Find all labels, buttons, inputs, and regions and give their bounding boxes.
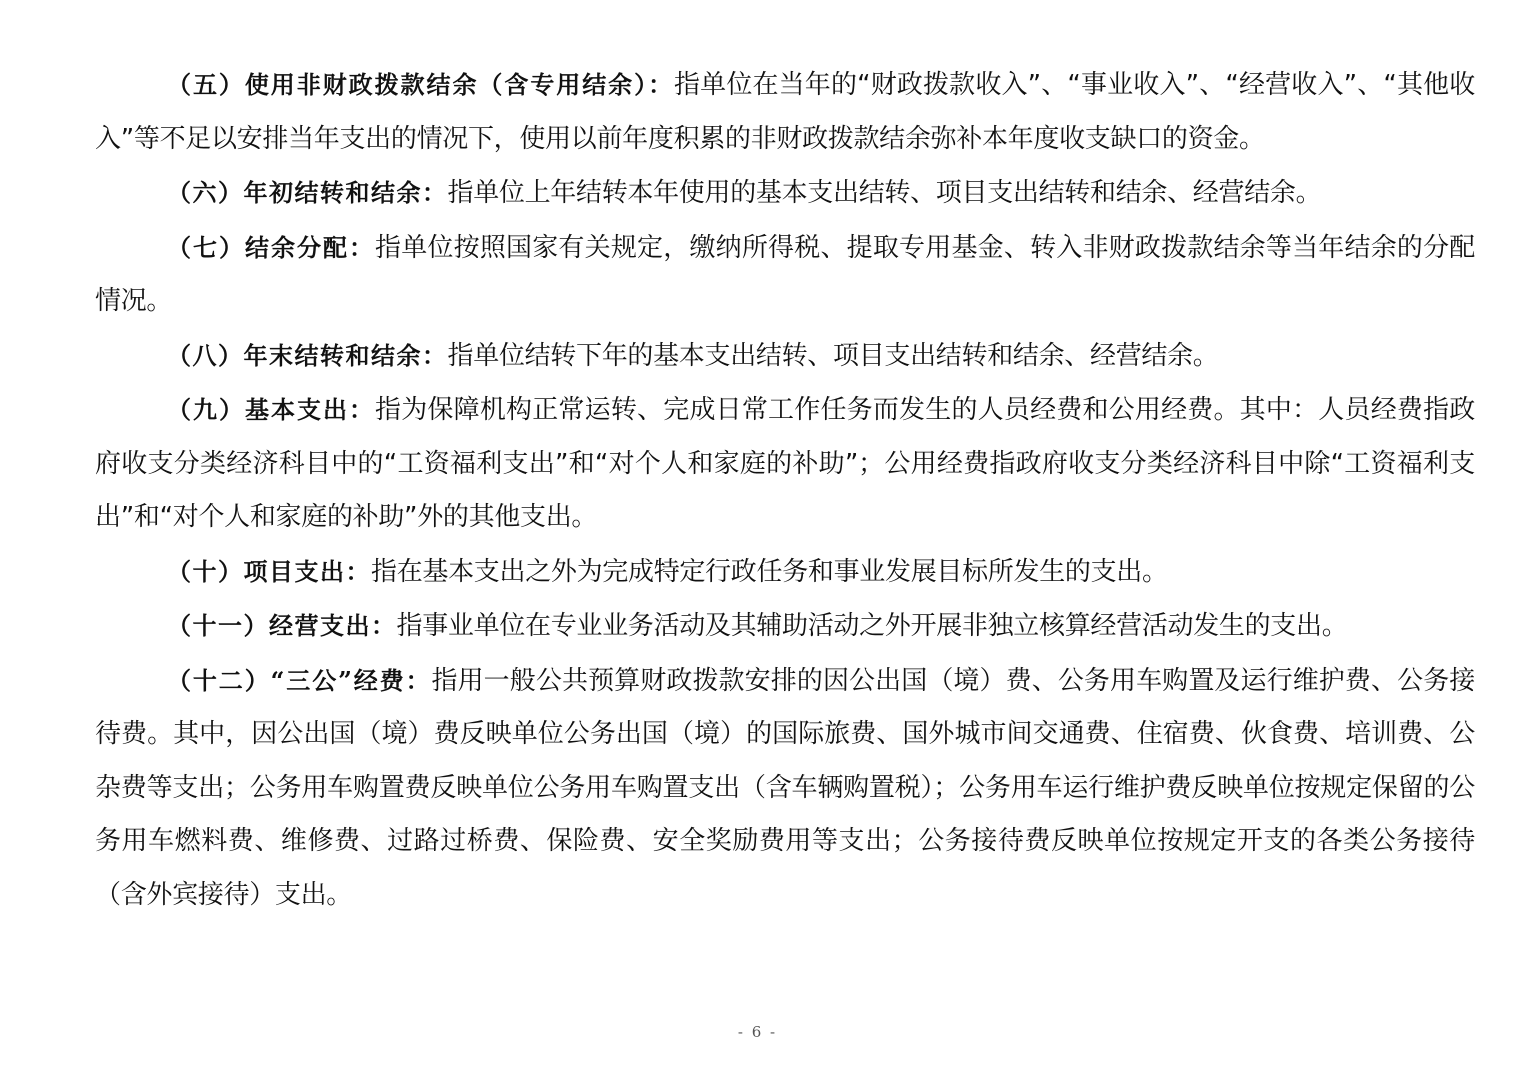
term-definition: 指在基本支出之外为完成特定行政任务和事业发展目标所发生的支出。 bbox=[371, 556, 1168, 587]
paragraph-item-11 bbox=[95, 599, 1475, 654]
term-definition: 指单位上年结转本年使用的基本支出结转、项目支出结转和结余、经营结余。 bbox=[447, 178, 1322, 208]
term-heading: （七）结余分配： bbox=[167, 232, 376, 262]
paragraph-item-5 bbox=[95, 58, 1475, 166]
term-definition: 指单位结转下年的基本支出结转、项目支出结转和结余、经营结余。 bbox=[447, 340, 1219, 371]
term-heading: （五）使用非财政拨款结余（含专用结余）： bbox=[167, 70, 675, 99]
term-definition: 指单位在当年的“财政拨款收入”、“事业收入”、“经营收入”、“其他收入”等不足以安排当年支出的情况下，使用以前年度积累的非财政拨款结余弥补本年度收支缺口的资金。 bbox=[95, 70, 1476, 154]
paragraph-item-6 bbox=[95, 166, 1475, 221]
term-heading: （十二）“三公”经费： bbox=[167, 665, 432, 695]
paragraph-item-10 bbox=[95, 545, 1475, 600]
term-definition: 指为保障机构正常运转、完成日常工作任务而发生的人员经费和公用经费。其中：人员经费指政府收支分类经济科目中的“工资福利支出”和“对个人和家庭的补助”；公用经费指政府收支分类经济科目中除“工资福利支出”和“对个人和家庭的补助”外的其他支出。 bbox=[95, 395, 1475, 532]
paragraph-item-8 bbox=[95, 329, 1475, 384]
document-body bbox=[95, 58, 1475, 922]
page-number: - 6 - bbox=[737, 1023, 778, 1041]
term-heading: （八）年末结转和结余： bbox=[167, 340, 448, 370]
term-definition: 指用一般公共预算财政拨款安排的因公出国（境）费、公务用车购置及运行维护费、公务接待费。其中，因公出国（境）费反映单位公务出国（境）的国际旅费、国外城市间交通费、住宿费、伙食费、培训费、公杂费等支出；公务用车购置费反映单位公务用车购置支出（含车辆购置税）；公务用车运行维护费反映单位按规定保留的公务用车燃料费、维修费、过路过桥费、保险费、安全奖励费用等支出；公务接待费反映单位按规定开支的各类公务接待（含外宾接待）支出。 bbox=[95, 665, 1475, 910]
term-heading: （九）基本支出： bbox=[167, 395, 376, 424]
term-heading: （十）项目支出： bbox=[167, 556, 371, 586]
term-definition: 指单位按照国家有关规定，缴纳所得税、提取专用基金、转入非财政拨款结余等当年结余的分配情况。 bbox=[95, 232, 1475, 316]
paragraph-item-9 bbox=[95, 383, 1475, 545]
term-heading: （十一）经营支出： bbox=[167, 611, 397, 640]
term-definition: 指事业单位在专业业务活动及其辅助活动之外开展非独立核算经营活动发生的支出。 bbox=[396, 611, 1348, 641]
term-heading: （六）年初结转和结余： bbox=[167, 178, 448, 207]
paragraph-item-12 bbox=[95, 654, 1475, 923]
paragraph-item-7 bbox=[95, 221, 1475, 329]
